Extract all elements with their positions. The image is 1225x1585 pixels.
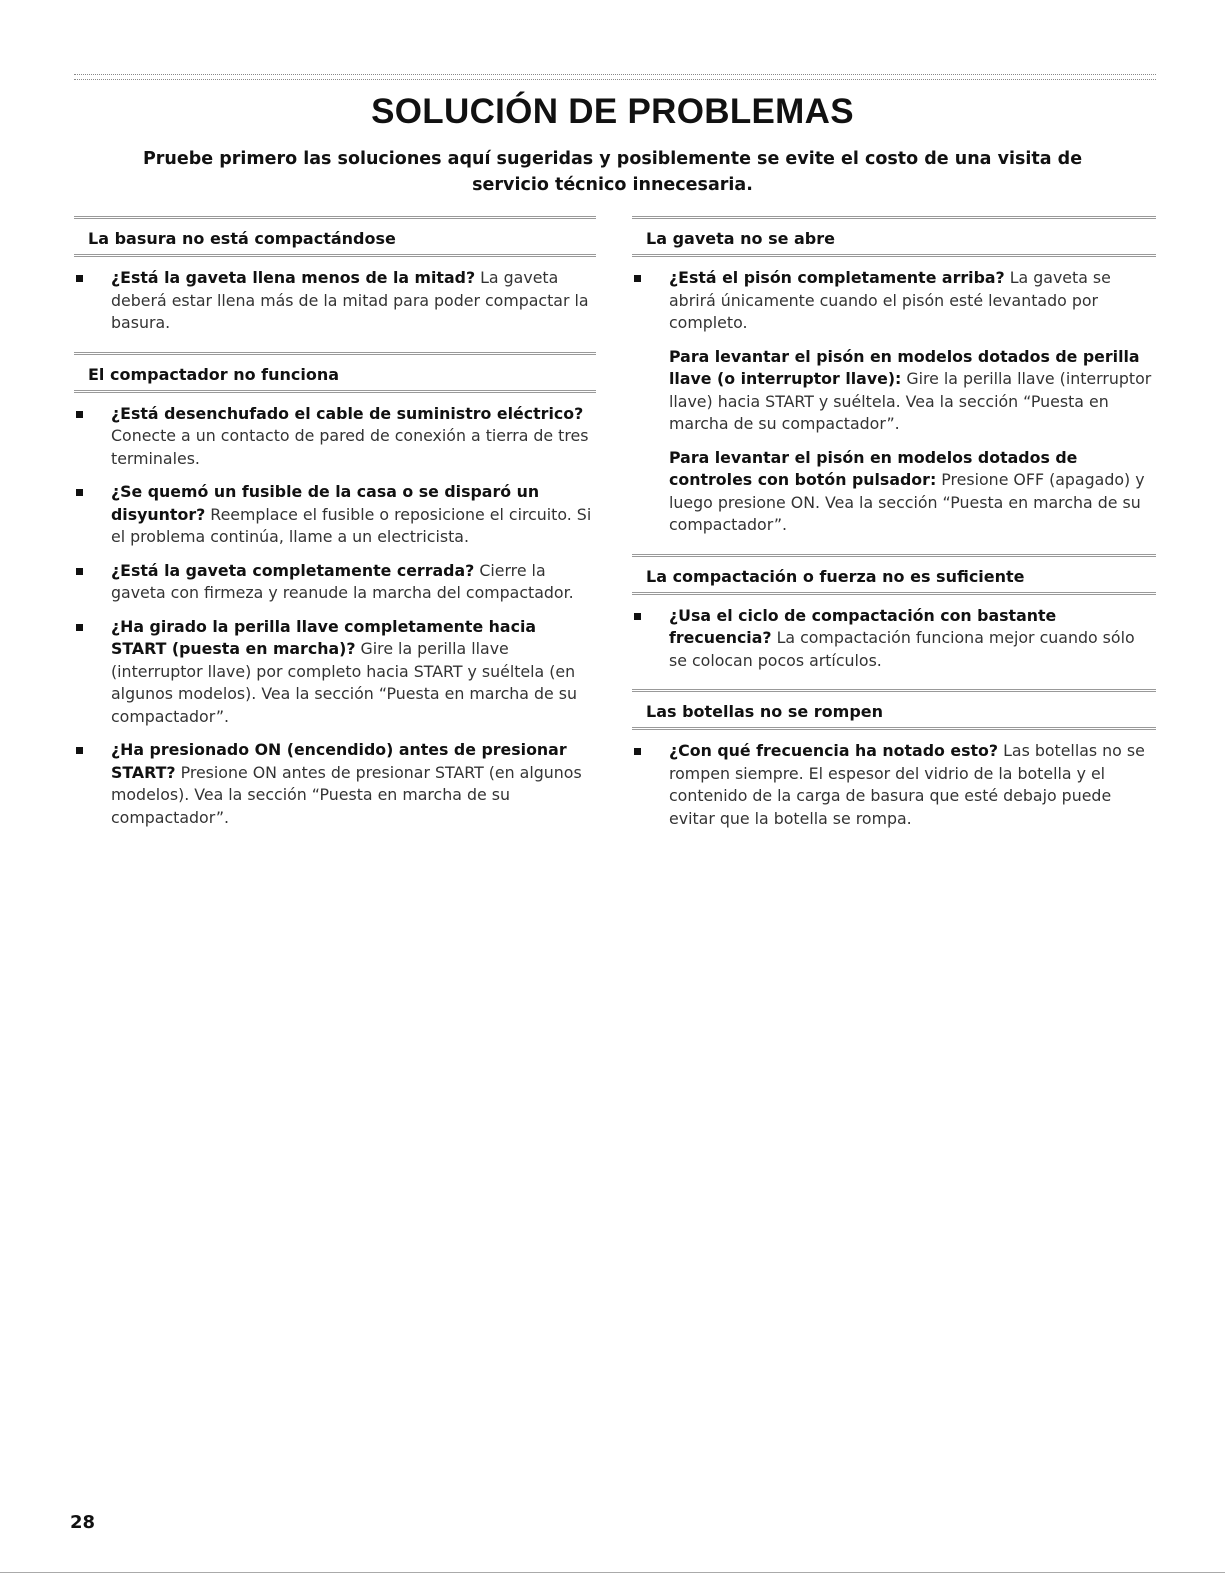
list-item	[74, 403, 596, 471]
bullet-icon	[76, 489, 83, 496]
instruction-text: Gire la perilla llave (interruptor llave) hacia START y suéltela. Vea la sección “Puesta en marcha de su compactador”.	[669, 369, 1152, 433]
section-heading: La compactación o fuerza no es suficiente	[632, 554, 1156, 595]
list-item	[632, 605, 1156, 673]
instruction-paragraph	[632, 447, 1156, 537]
section-heading: Las botellas no se rompen	[632, 689, 1156, 730]
bullet-icon	[634, 613, 641, 620]
instruction-lead: Para levantar el pisón en modelos dotados de perilla llave (o interruptor llave):	[669, 346, 1140, 388]
list-item	[632, 740, 1156, 830]
answer: Presione ON antes de presionar START (en algunos modelos). Vea la sección “Puesta en marcha de su compactador”.	[111, 762, 582, 827]
list-item	[74, 739, 596, 829]
section-trash-not-compacting	[74, 216, 596, 335]
section-compactor-not-working	[74, 352, 596, 830]
top-rule	[74, 74, 1156, 80]
section-compaction-insufficient	[632, 554, 1156, 673]
list-item	[74, 267, 596, 335]
list-item	[74, 481, 596, 549]
answer: Las botellas no se rompen siempre. El espesor del vidrio de la botella y el contenido de la carga de basura que esté debajo puede evitar que la botella se rompa.	[669, 741, 1145, 828]
question: ¿Con qué frecuencia ha notado esto?	[669, 741, 999, 760]
section-bottles-not-breaking	[632, 689, 1156, 830]
answer: La gaveta se abrirá únicamente cuando el pisón esté levantado por completo.	[669, 268, 1111, 332]
page-intro: Pruebe primero las soluciones aquí sugeridas y posiblemente se evite el costo de una visita de servicio técnico innecesaria.	[142, 149, 1083, 195]
question: ¿Está desenchufado el cable de suministro eléctrico?	[111, 403, 584, 423]
bullet-icon	[76, 747, 83, 754]
question: ¿Está la gaveta completamente cerrada?	[111, 560, 475, 580]
left-column	[74, 216, 596, 840]
bullet-icon	[76, 411, 83, 418]
section-drawer-not-opening	[632, 216, 1156, 537]
list-item	[632, 267, 1156, 335]
answer: La compactación funciona mejor cuando sólo se colocan pocos artículos.	[669, 628, 1135, 670]
answer: Conecte a un contacto de pared de conexión a tierra de tres terminales.	[111, 426, 589, 468]
instruction-lead: Para levantar el pisón en modelos dotados de controles con botón pulsador:	[669, 447, 1078, 489]
bullet-icon	[76, 275, 83, 282]
list-item	[74, 560, 596, 605]
question: ¿Ha presionado ON (encendido) antes de presionar START?	[111, 740, 567, 782]
question: ¿Ha girado la perilla llave completamente hacia START (puesta en marcha)?	[111, 616, 537, 658]
question: ¿Se quemó un fusible de la casa o se disparó un disyuntor?	[111, 482, 540, 524]
bullet-icon	[634, 748, 641, 755]
answer: La gaveta deberá estar llena más de la mitad para poder compactar la basura.	[111, 268, 589, 332]
page-number: 28	[70, 1512, 96, 1533]
answer: Gire la perilla llave (interruptor llave) por completo hacia START y suéltela (en algunos modelos). Vea la sección “Puesta en marcha de su compactador”.	[111, 639, 577, 726]
answer: Reemplace el fusible o reposicione el circuito. Si el problema continúa, llame a un electricista.	[111, 504, 592, 546]
question: ¿Está la gaveta llena menos de la mitad?	[111, 268, 476, 287]
bullet-icon	[634, 275, 641, 282]
page-title: SOLUCIÓN DE PROBLEMAS	[371, 92, 854, 131]
bottom-rule	[0, 1572, 1225, 1573]
bullet-icon	[76, 624, 83, 631]
list-item	[74, 616, 596, 729]
section-heading: La gaveta no se abre	[632, 216, 1156, 257]
instruction-text: Presione OFF (apagado) y luego presione ON. Vea la sección “Puesta en marcha de su compactador”.	[669, 470, 1145, 534]
section-heading: El compactador no funciona	[74, 352, 596, 393]
instruction-paragraph	[632, 346, 1156, 436]
bullet-icon	[76, 568, 83, 575]
answer: Cierre la gaveta con firmeza y reanude la marcha del compactador.	[111, 560, 574, 602]
question: ¿Usa el ciclo de compactación con bastante frecuencia?	[669, 605, 1057, 647]
section-heading: La basura no está compactándose	[74, 216, 596, 257]
right-column	[632, 216, 1156, 841]
question: ¿Está el pisón completamente arriba?	[669, 268, 1005, 287]
